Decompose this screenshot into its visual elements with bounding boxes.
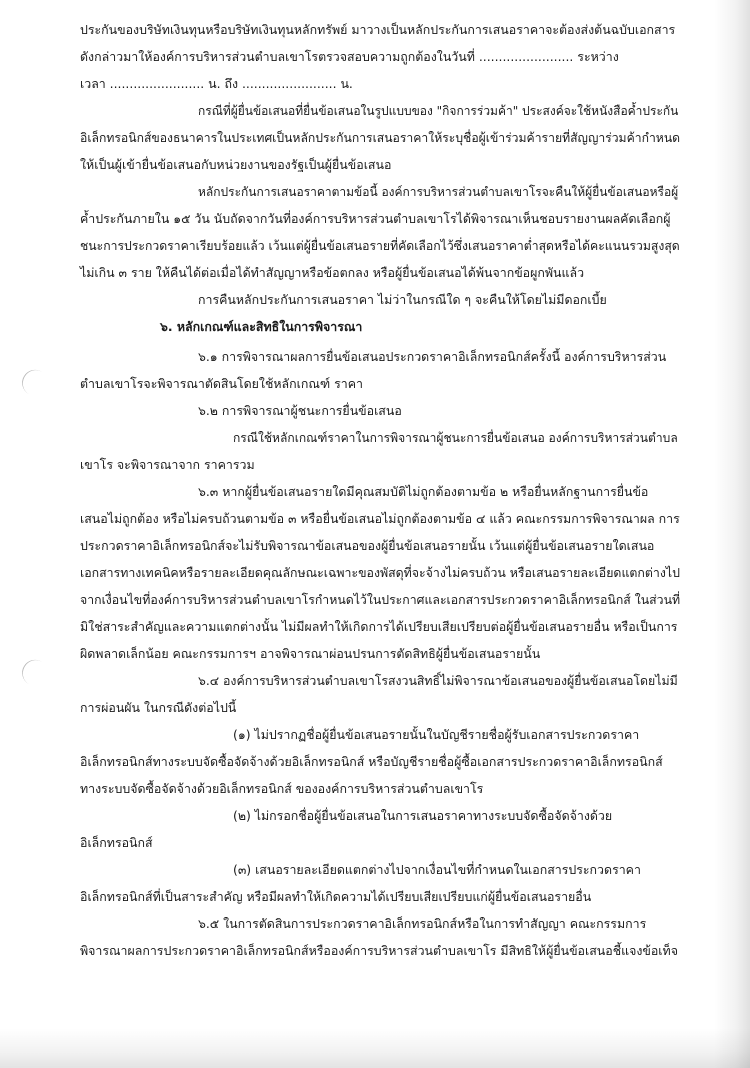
paragraph-line: เสนอไม่ถูกต้อง หรือไม่ครบถ้วนตามข้อ ๓ หรือยื่นข้อเสนอไม่ถูกต้องตามข้อ ๔ แล้ว คณะกรรมการพิจารณาผล การ <box>80 511 680 526</box>
paragraph-line: อิเล็กทรอนิกส์ที่เป็นสาระสำคัญ หรือมีผลทำให้เกิดความได้เปรียบเสียเปรียบแก่ผู้ยื่นข้อเสนอรายอื่น <box>80 889 592 904</box>
paragraph-line: กรณีใช้หลักเกณฑ์ราคาในการพิจารณาผู้ชนะการยื่นข้อเสนอ องค์การบริหารส่วนตำบล <box>233 430 678 445</box>
paragraph-line: เวลา ........................ น. ถึง ........................ น. <box>80 76 353 91</box>
paragraph-line: ดังกล่าวมาให้องค์การบริหารส่วนตำบลเขาโรตรวจสอบความถูกต้องในวันที่ ........................ ระหว่าง <box>80 49 619 64</box>
paragraph-line: อิเล็กทรอนิกส์ของธนาคารในประเทศเป็นหลักประกันการเสนอราคาให้ระบุชื่อผู้เข้าร่วมค้ารายที่สัญญาร่วมค้ากำหนด <box>80 130 681 145</box>
paragraph-line: (๑) ไม่ปรากฏชื่อผู้ยื่นข้อเสนอรายนั้นในบัญชีรายชื่อผู้รับเอกสารประกวดราคา <box>233 727 640 742</box>
paragraph-line: ผิดพลาดเล็กน้อย คณะกรรมการฯ อาจพิจารณาผ่อนปรนการตัดสิทธิผู้ยื่นข้อเสนอรายนั้น <box>80 646 541 661</box>
paragraph-line: (๓) เสนอรายละเอียดแตกต่างไปจากเงื่อนไขที่กำหนดในเอกสารประกวดราคา <box>233 862 641 877</box>
section-heading: ๖. หลักเกณฑ์และสิทธิในการพิจารณา <box>160 319 363 334</box>
paragraph-line: ให้เป็นผู้เข้ายื่นข้อเสนอกับหน่วยงานของรัฐเป็นผู้ยื่นข้อเสนอ <box>80 157 392 172</box>
paragraph-line: อิเล็กทรอนิกส์ <box>80 835 153 850</box>
paragraph-line: ทางระบบจัดซื้อจัดจ้างด้วยอิเล็กทรอนิกส์ ขององค์การบริหารส่วนตำบลเขาโร <box>80 781 484 796</box>
paragraph-line: หลักประกันการเสนอราคาตามข้อนี้ องค์การบริหารส่วนตำบลเขาโรจะคืนให้ผู้ยื่นข้อเสนอหรือผู้ <box>198 184 679 199</box>
page-edge-shadow <box>714 0 750 1068</box>
paragraph-line: ประกันของบริษัทเงินทุนหรือบริษัทเงินทุนหลักทรัพย์ มาวางเป็นหลักประกันการเสนอราคาจะต้องส่งต้นฉบับเอกสาร <box>80 22 676 37</box>
paragraph-line: เอกสารทางเทคนิคหรือรายละเอียดคุณลักษณะเฉพาะของพัสดุที่จะจ้างไม่ครบถ้วน หรือเสนอรายละเอียดแตกต่างไป <box>80 565 680 580</box>
paragraph-line: กรณีที่ผู้ยื่นข้อเสนอที่ยื่นข้อเสนอในรูปแบบของ "กิจการร่วมค้า" ประสงค์จะใช้หนังสือค้ำประกัน <box>198 103 679 118</box>
paragraph-line: ๖.๑ การพิจารณาผลการยื่นข้อเสนอประกวดราคาอิเล็กทรอนิกส์ครั้งนี้ องค์การบริหารส่วน <box>198 349 667 364</box>
paragraph-line: ค้ำประกันภายใน ๑๕ วัน นับถัดจากวันที่องค์การบริหารส่วนตำบลเขาโรได้พิจารณาเห็นชอบรายงานผลคัดเลือกผู้ <box>80 211 671 226</box>
paragraph-line: จากเงื่อนไขที่องค์การบริหารส่วนตำบลเขาโรกำหนดไว้ในประกาศและเอกสารประกวดราคาอิเล็กทรอนิกส์ ในส่วนที่ <box>80 592 681 607</box>
paragraph-line: มิใช่สาระสำคัญและความแตกต่างนั้น ไม่มีผลทำให้เกิดการได้เปรียบเสียเปรียบต่อผู้ยื่นข้อเสนอรายอื่น หรือเป็นการ <box>80 619 678 634</box>
paragraph-line: ๖.๔ องค์การบริหารส่วนตำบลเขาโรสงวนสิทธิ์ไม่พิจารณาข้อเสนอของผู้ยื่นข้อเสนอโดยไม่มี <box>198 673 678 688</box>
paragraph-line: ๖.๕ ในการตัดสินการประกวดราคาอิเล็กทรอนิกส์หรือในการทำสัญญา คณะกรรมการ <box>198 916 647 931</box>
paragraph-line: ชนะการประกวดราคาเรียบร้อยแล้ว เว้นแต่ผู้ยื่นข้อเสนอรายที่คัดเลือกไว้ซึ่งเสนอราคาต่ำสุดหรือได้คะแนนรวมสูงสุด <box>80 238 680 253</box>
paragraph-line: ตำบลเขาโรจะพิจารณาตัดสินโดยใช้หลักเกณฑ์ ราคา <box>80 376 363 391</box>
paragraph-line: เขาโร จะพิจารณาจาก ราคารวม <box>80 457 255 472</box>
paragraph-line: การผ่อนผัน ในกรณีดังต่อไปนี้ <box>80 700 237 715</box>
paragraph-line: อิเล็กทรอนิกส์ทางระบบจัดซื้อจัดจ้างด้วยอิเล็กทรอนิกส์ หรือบัญชีรายชื่อผู้ซื้อเอกสารประกวดราคาอิเล็กทรอนิกส์ <box>80 754 663 769</box>
paragraph-line: ไม่เกิน ๓ ราย ให้คืนได้ต่อเมื่อได้ทำสัญญาหรือข้อตกลง หรือผู้ยื่นข้อเสนอได้พ้นจากข้อผูกพันแล้ว <box>80 265 585 280</box>
paragraph-line: ประกวดราคาอิเล็กทรอนิกส์จะไม่รับพิจารณาข้อเสนอของผู้ยื่นข้อเสนอรายนั้น เว้นแต่ผู้ยื่นข้อเสนอรายใดเสนอ <box>80 538 655 553</box>
page-edge-shadow <box>0 1028 750 1068</box>
paragraph-line: การคืนหลักประกันการเสนอราคา ไม่ว่าในกรณีใด ๆ จะคืนให้โดยไม่มีดอกเบี้ย <box>198 292 607 307</box>
paragraph-line: พิจารณาผลการประกวดราคาอิเล็กทรอนิกส์หรือองค์การบริหารส่วนตำบลเขาโร มีสิทธิให้ผู้ยื่นข้อเสนอชี้แจงข้อเท็จ <box>80 943 678 958</box>
paragraph-line: (๒) ไม่กรอกชื่อผู้ยื่นข้อเสนอในการเสนอราคาทางระบบจัดซื้อจัดจ้างด้วย <box>233 808 613 823</box>
paragraph-line: ๖.๓ หากผู้ยื่นข้อเสนอรายใดมีคุณสมบัติไม่ถูกต้องตามข้อ ๒ หรือยื่นหลักฐานการยื่นข้อ <box>198 484 649 499</box>
paragraph-line: ๖.๒ การพิจารณาผู้ชนะการยื่นข้อเสนอ <box>198 403 402 418</box>
